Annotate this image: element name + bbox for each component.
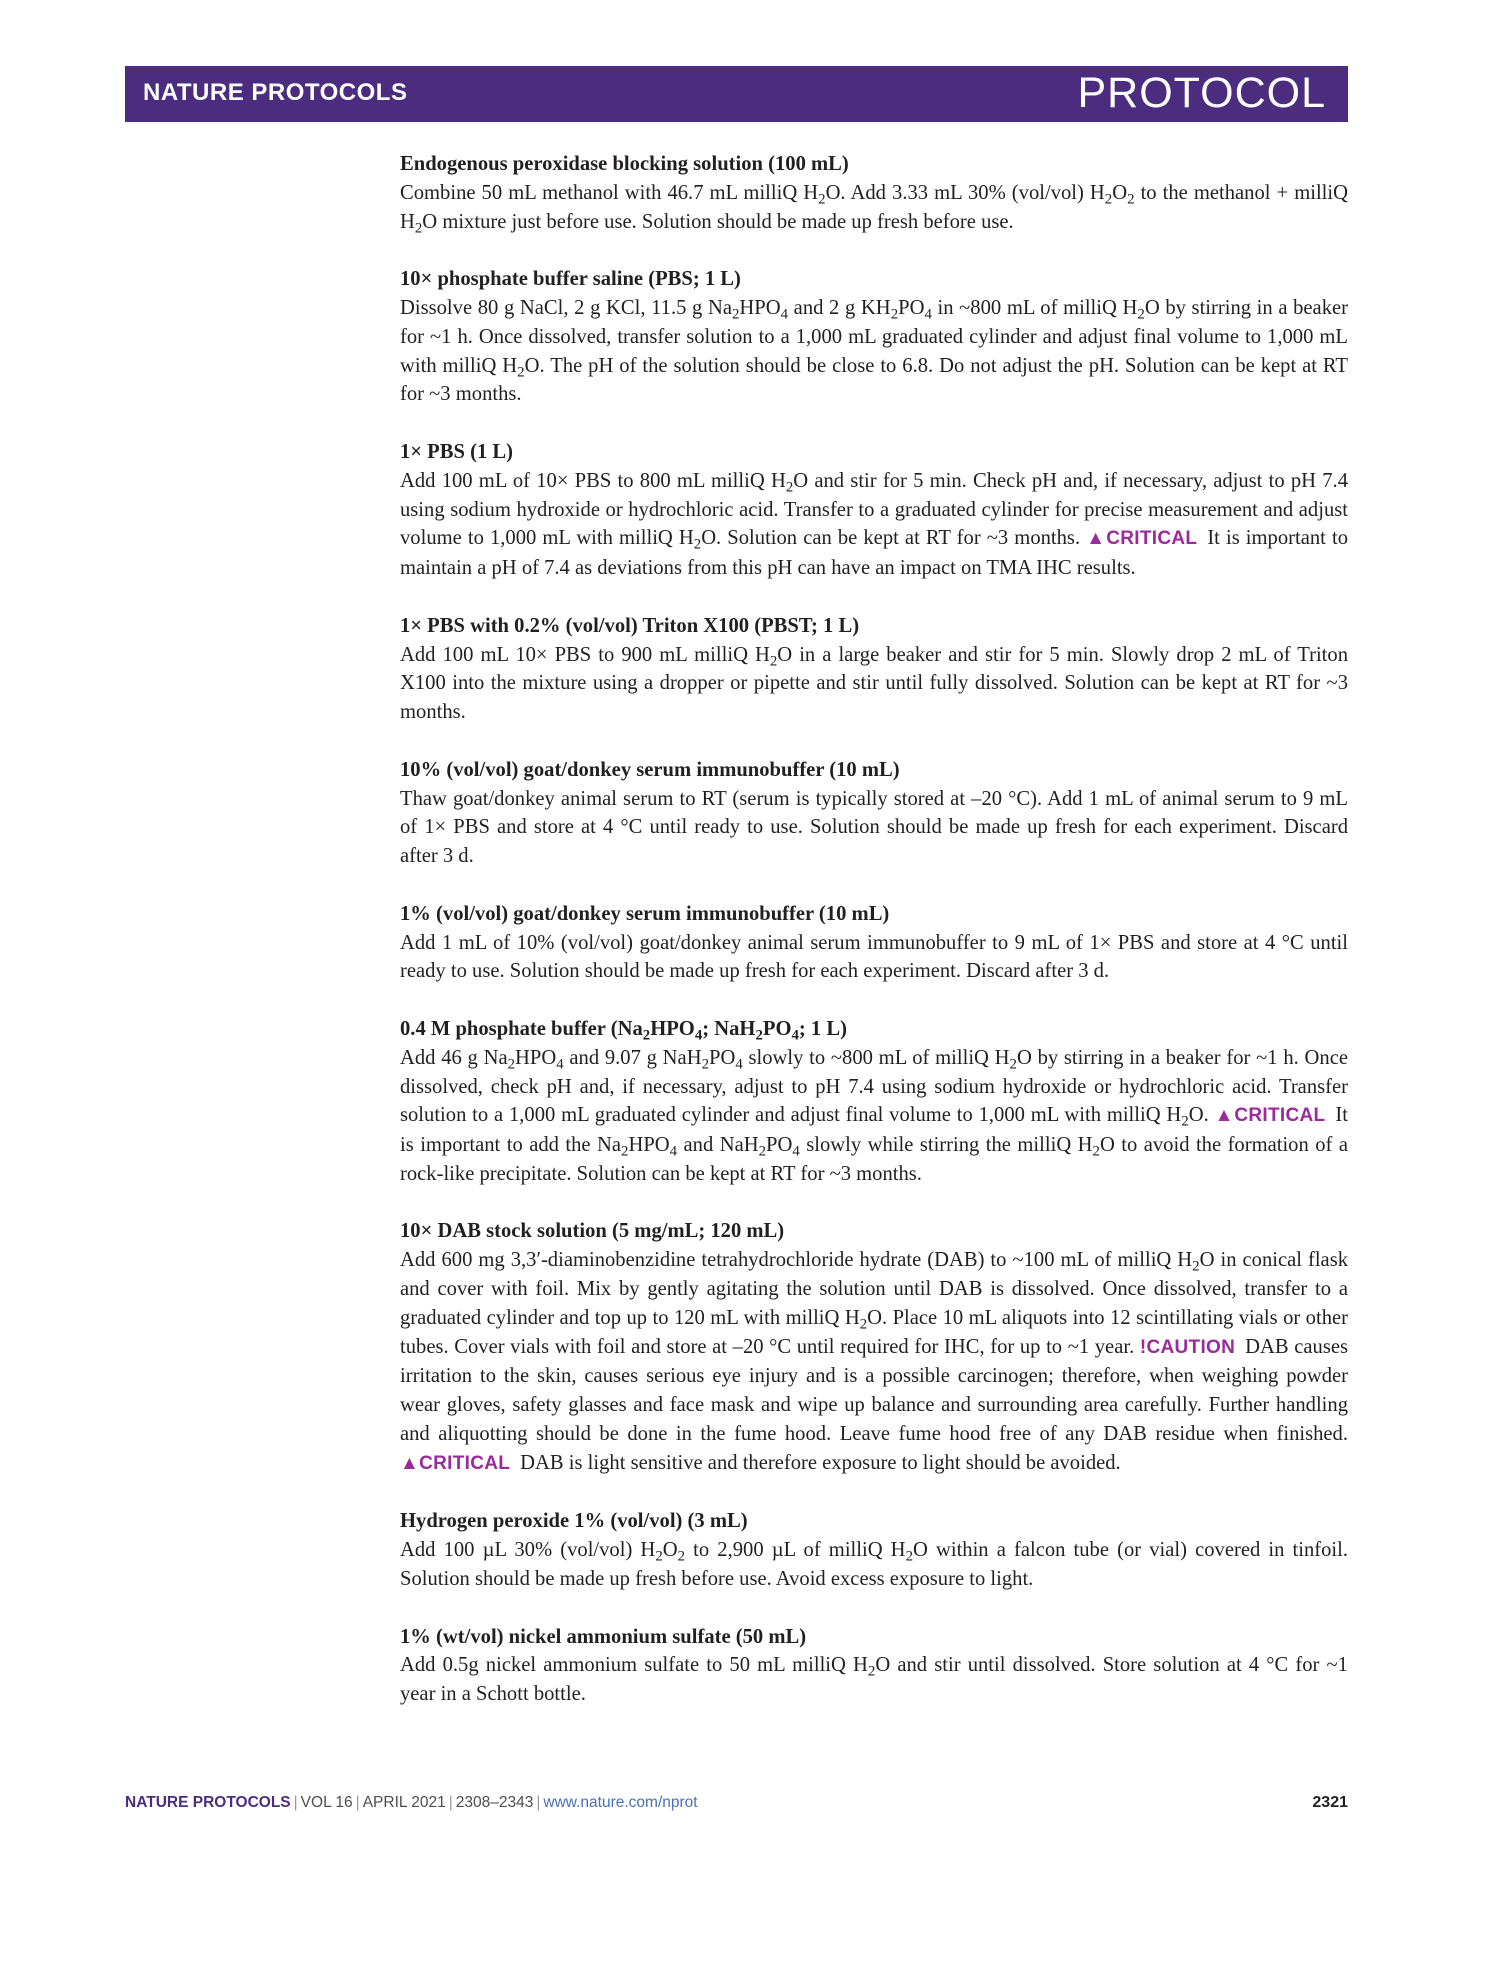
journal-name: NATURE PROTOCOLS: [143, 79, 408, 106]
recipe-body: Combine 50 mL methanol with 46.7 mL milliQ $H_2O$. Add 3.33 mL 30% (vol/vol) $H_2O_2$ to the methanol + milliQ $H_2O$ mixture just before use. Solution should be made up fresh before use.: [400, 181, 1348, 237]
recipe-title: 0.4 M phosphate buffer ($Na_2HPO_4$; $NaH_2PO_4$; 1 L): [400, 1017, 847, 1044]
recipe-body: Add 0.5g nickel ammonium sulfate to 50 mL milliQ $H_2O$ and stir until dissolved. Store solution at 4 °C for ~1 year in a Schott bottle.: [400, 1654, 1348, 1706]
critical-label: CRITICAL: [1234, 1105, 1326, 1127]
critical-flag: [1215, 1105, 1326, 1126]
critical-flag: [400, 1453, 510, 1474]
recipe-body: Add 100 mL of 10× PBS to 800 mL milliQ $H_2O$ and stir for 5 min. Check pH and, if necessary, adjust to pH 7.4 using sodium hydroxide or hydrochloric acid. Transfer to a graduated cylinder for precise measurement and adjust volume to 1,000 mL with milliQ $H_2O$. Solution can be kept at RT for ~3 months.: [400, 469, 1348, 553]
critical-triangle-icon: ▲: [1214, 1105, 1235, 1127]
footer-date: APRIL 2021: [362, 1794, 446, 1811]
recipe-body: Add 100 mL 10× PBS to 900 mL milliQ $H_2O$ in a large beaker and stir for 5 min. Slowly drop 2 mL of Triton X100 into the mixture using a dropper or pipette and stir until fully dissolved. Solution can be kept at RT for ~3 months.: [400, 643, 1348, 724]
article-type: PROTOCOL: [1077, 69, 1326, 117]
citation-line: NATURE PROTOCOLS | VOL 16 | APRIL 2021 | 2308–2343 | www.nature.com/nprot: [125, 1794, 698, 1811]
recipe-section: [400, 1217, 1348, 1478]
critical-flag: [1086, 528, 1197, 549]
caution-exclamation-icon: !: [1139, 1336, 1147, 1358]
recipe-body: Add 46 g $Na_2HPO_4$ and 9.07 g $NaH_2PO_4$ slowly to ~800 mL of milliQ $H_2O$ by stirring in a beaker for ~1 h. Once dissolved, check pH and, if necessary, adjust to pH 7.4 using sodium hydroxide or hydrochloric acid. Transfer solution to a 1,000 mL graduated cylinder and adjust final volume to 1,000 mL with milliQ $H_2O$.: [400, 1046, 1348, 1130]
recipe-section: [400, 756, 1348, 871]
recipe-section: [400, 612, 1348, 727]
recipe-body: Thaw goat/donkey animal serum to RT (serum is typically stored at –20 °C). Add 1 mL of animal serum to 9 mL of 1× PBS and store at 4 °C until ready to use. Solution should be made up fresh for each experiment. Discard after 3 d.: [400, 787, 1348, 868]
recipe-paragraph: [400, 467, 1348, 583]
recipe-section: [400, 1507, 1348, 1593]
critical-note: It is important to maintain a pH of 7.4 as deviations from this pH can have an impact on TMA IHC results.: [400, 527, 1348, 580]
caution-label: CAUTION: [1146, 1336, 1236, 1358]
recipe-body: Add 1 mL of 10% (vol/vol) goat/donkey animal serum immunobuffer to 9 mL of 1× PBS and store at 4 °C until ready to use. Solution should be made up fresh for each experiment. Discard after 3 d.: [400, 931, 1348, 983]
critical-label: CRITICAL: [419, 1452, 511, 1474]
recipe-body: Dissolve 80 g NaCl, 2 g KCl, 11.5 g $Na_2HPO_4$ and 2 g $KH_2PO_4$ in ~800 mL of milliQ $H_2O$ by stirring in a beaker for ~1 h. Once dissolved, transfer solution to a 1,000 mL graduated cylinder and adjust final volume to 1,000 mL with milliQ $H_2O$. The pH of the solution should be close to 6.8. Do not adjust the pH. Solution can be kept at RT for ~3 months.: [400, 296, 1348, 406]
recipe-section: [400, 150, 1348, 236]
recipe-section: [400, 265, 1348, 409]
critical-triangle-icon: ▲: [1086, 528, 1107, 550]
journal-url-link[interactable]: www.nature.com/nprot: [543, 1794, 698, 1811]
critical-note: It is important to add the $Na_2HPO_4$ and $NaH_2PO_4$ slowly while stirring the milliQ $H_2O$ to avoid the formation of a rock-like precipitate. Solution can be kept at RT for ~3 months.: [400, 1104, 1349, 1185]
running-header: [125, 66, 1348, 122]
critical-triangle-icon: ▲: [400, 1452, 420, 1474]
recipe-title: 10% (vol/vol) goat/donkey serum immunobuffer (10 mL): [400, 758, 900, 781]
page-number: 2321: [1312, 1794, 1348, 1811]
recipe-section: [400, 1623, 1348, 1709]
main-content: [400, 150, 1348, 1738]
recipe-section: [400, 900, 1348, 986]
recipe-section: [400, 438, 1348, 583]
recipe-title: 1% (vol/vol) goat/donkey serum immunobuffer (10 mL): [400, 902, 890, 925]
recipe-title: 1% (wt/vol) nickel ammonium sulfate (50 mL): [400, 1625, 807, 1648]
caution-note: DAB causes irritation to the skin, causes serious eye injury and is a possible carcinogen; therefore, when weighing powder wear gloves, safety glasses and face mask and wipe up balance and surrounding area carefully. Further handling and aliquotting should be done in the fume hood. Leave fume hood free of any DAB residue when finished.: [400, 1335, 1348, 1446]
running-footer: [125, 1794, 1348, 1818]
critical-note: DAB is light sensitive and therefore exposure to light should be avoided.: [520, 1451, 1121, 1474]
recipe-section: [400, 1015, 1348, 1189]
recipe-title: 1× PBS (1 L): [400, 440, 513, 463]
recipe-paragraph: [400, 1044, 1348, 1189]
recipe-body: Add 600 mg 3,3′-diaminobenzidine tetrahydrochloride hydrate (DAB) to ~100 mL of milliQ $H_2O$ in conical flask and cover with foil. Mix by gently agitating the solution until DAB is dissolved. Once dissolved, transfer to a graduated cylinder and top up to 120 mL with milliQ $H_2O$. Place 10 mL aliquots into 12 scintillating vials or other tubes. Cover vials with foil and store at –20 °C until required for IHC, for up to ~1 year.: [400, 1249, 1349, 1358]
footer-volume: VOL 16: [300, 1794, 353, 1811]
recipe-title: 10× DAB stock solution (5 mg/mL; 120 mL): [400, 1220, 785, 1243]
footer-journal: NATURE PROTOCOLS: [125, 1794, 291, 1811]
recipe-body: Add 100 µL 30% (vol/vol) $H_2O_2$ to 2,900 µL of milliQ $H_2O$ within a falcon tube (or vial) covered in tinfoil. Solution should be made up fresh before use. Avoid excess exposure to light.: [400, 1539, 1348, 1591]
caution-flag: [1140, 1337, 1235, 1358]
recipe-title: 1× PBS with 0.2% (vol/vol) Triton X100 (PBST; 1 L): [400, 614, 860, 637]
recipe-paragraph: [400, 1246, 1348, 1478]
recipe-title: Endogenous peroxidase blocking solution (100 mL): [400, 153, 849, 175]
recipe-title: Hydrogen peroxide 1% (vol/vol) (3 mL): [400, 1510, 748, 1533]
critical-label: CRITICAL: [1106, 528, 1198, 550]
recipe-title: 10× phosphate buffer saline (PBS; 1 L): [400, 268, 741, 291]
footer-pages: 2308–2343: [455, 1794, 534, 1811]
